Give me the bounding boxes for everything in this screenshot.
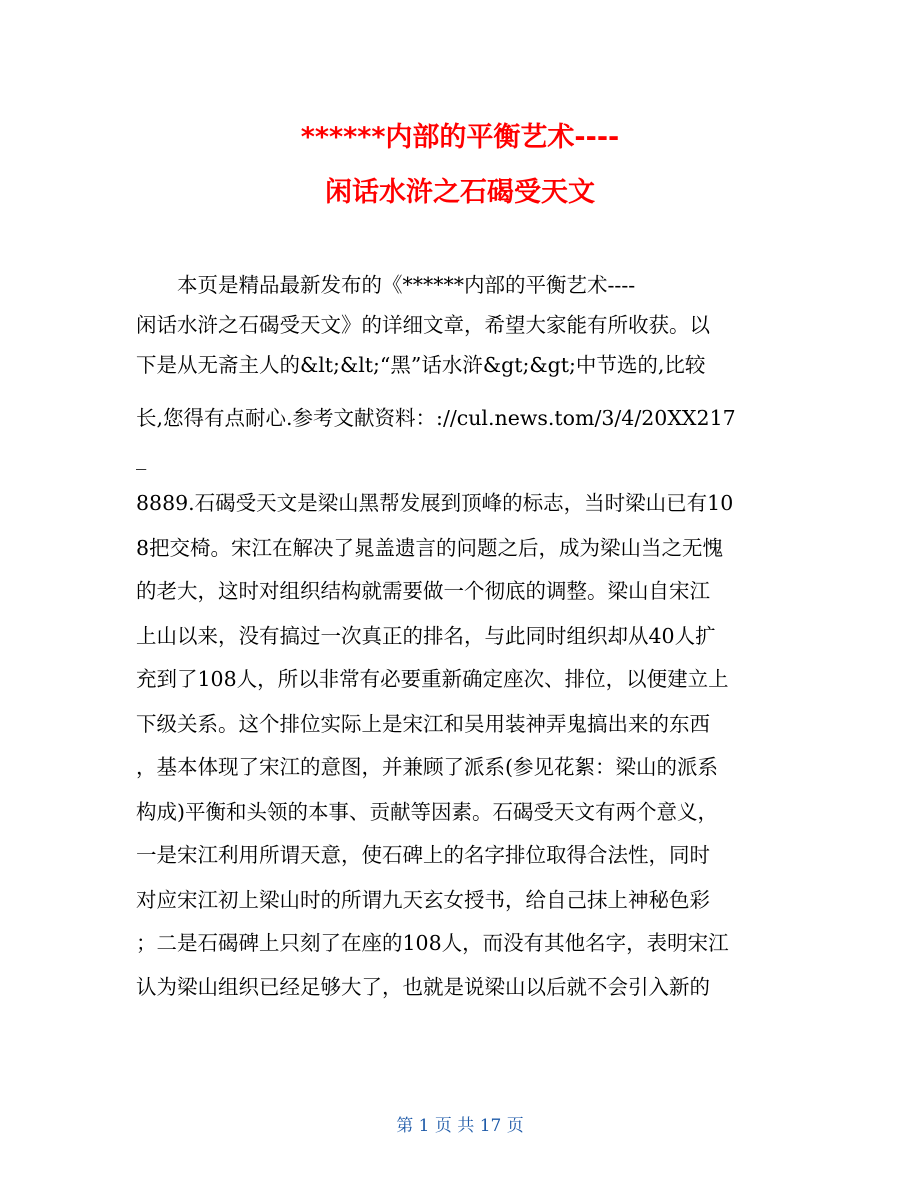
- body-text-line: ；二是石碣碑上只刻了在座的108人，而没有其他名字，表明宋江: [136, 931, 729, 955]
- body-text-line: 本页是精品最新发布的《******内部的平衡艺术----: [136, 273, 636, 297]
- body-text-line: 8把交椅。宋江在解决了晁盖遗言的问题之后，成为梁山当之无愧: [136, 536, 724, 560]
- body-text-line: 的老大，这时对组织结构就需要做一个彻底的调整。梁山自宋江: [136, 579, 710, 603]
- body-text-line: _: [136, 446, 147, 470]
- document-title-line-1: ******内部的平衡艺术----: [300, 122, 620, 153]
- body-text-line: 一是宋江利用所谓天意，使石碑上的名字排位取得合法性，同时: [136, 843, 710, 867]
- body-text-line: 下级关系。这个排位实际上是宋江和吴用装神弄鬼搞出来的东西: [136, 712, 710, 736]
- body-text-line: 构成)平衡和头领的本事、贡献等因素。石碣受天文有两个意义，: [136, 800, 718, 824]
- body-text-line: 充到了108人，所以非常有必要重新确定座次、排位，以便建立上: [136, 667, 729, 691]
- body-text-line: 对应宋江初上梁山时的所谓九天玄女授书，给自己抹上神秘色彩: [136, 888, 710, 912]
- body-text-line: 8889.石碣受天文是梁山黑帮发展到顶峰的标志，当时梁山已有10: [136, 491, 734, 515]
- body-text-line: 上山以来，没有搞过一次真正的排名，与此同时组织却从40人扩: [136, 624, 716, 648]
- body-text-line: 闲话水浒之石碣受天文》的详细文章，希望大家能有所收获。以: [136, 313, 710, 337]
- body-text-line: ，基本体现了宋江的意图，并兼顾了派系(参见花絮：梁山的派系: [136, 755, 718, 779]
- body-text-line: 认为梁山组织已经足够大了，也就是说梁山以后就不会引入新的: [136, 975, 710, 999]
- body-text-line: 长,您得有点耐心.参考文献资料：://cul.news.tom/3/4/20XX217: [136, 406, 736, 430]
- document-title-line-2: 闲话水浒之石碣受天文: [325, 177, 595, 208]
- page-number-footer: 第 1 页 共 17 页: [396, 1116, 524, 1136]
- body-text-line: 下是从无斋主人的&lt;&lt;“黑”话水浒&gt;&gt;中节选的,比较: [136, 353, 706, 377]
